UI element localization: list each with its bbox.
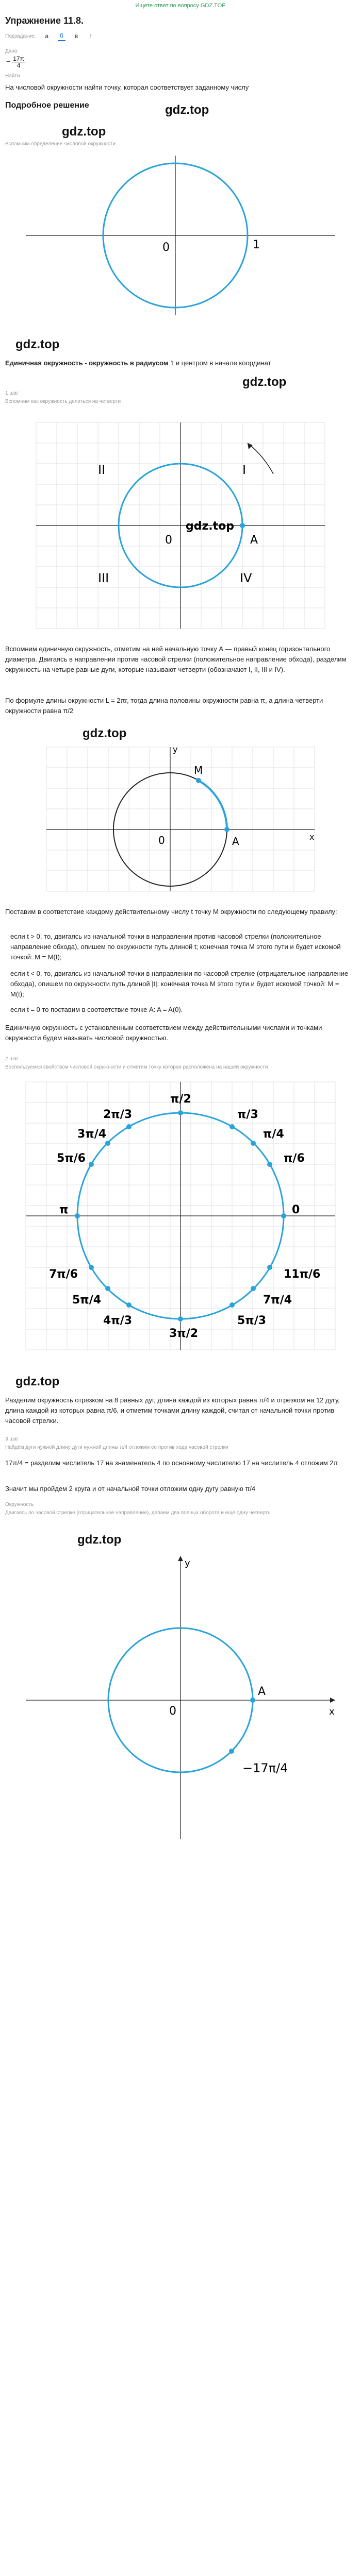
quarter-III: III [98, 571, 109, 585]
step7-label: Окружность [5, 1502, 34, 1507]
angle-label: 5π/4 [72, 1294, 102, 1307]
angle-label: 0 [292, 1204, 300, 1216]
step4-hint: Воспользуемся свойством числовой окружности и отметим точку которая расположена на нашей окружности [5, 1064, 268, 1070]
tab-b[interactable]: б [58, 31, 65, 41]
angle-label: 3π/2 [169, 1327, 199, 1340]
step6-hint: Найдём дуги нужной длину дуги нужной длины π/4 отложим ее против хода часовой стрелки [5, 1445, 228, 1450]
quarters-figure [5, 412, 356, 639]
point-a-label: A [232, 835, 239, 848]
step6-label: 3 шаг [5, 1436, 19, 1442]
axis-y-label: y [173, 744, 178, 754]
step3-text: Поставим в соответствие каждому действительному числу t точку M окружности по следующему правилу: [5, 908, 337, 916]
angles-figure [5, 1077, 356, 1355]
point-m-figure [5, 742, 356, 896]
angle-label: π [59, 1204, 69, 1216]
step1-text-bold: Единичная окружность - окружность в радиусом [5, 359, 169, 367]
step6-text2: Значит мы пройдем 2 круга и от начальной точки отложим одну дугу равную π/4 [5, 1485, 256, 1493]
tab-v[interactable]: в [74, 32, 78, 40]
one-label: 1 [253, 239, 260, 251]
task-sign: − [6, 57, 10, 65]
step7-text: Двигаясь по часовой стрелке (отрицательное направление), делаем два полных оборота и ещё одну четверть [5, 1510, 271, 1516]
quarter-IV: IV [240, 571, 252, 585]
angle-label: 2π/3 [103, 1108, 133, 1121]
step1-text-rest: 1 и центром в начале координат [168, 359, 271, 367]
origin-label: 0 [162, 241, 170, 254]
watermark: gdz.top [77, 1533, 122, 1547]
exercise-title: Упражнение 11.8. [5, 15, 84, 26]
step1-label: Вспомним определение числовой окружности [5, 141, 116, 147]
step1-text [5, 358, 356, 368]
solution-title: Подробное решение [5, 101, 89, 110]
axis-x-label: x [329, 1706, 335, 1717]
axis-y-label: y [185, 1558, 190, 1569]
step2-label: 1 шаг [5, 391, 19, 396]
angle-label: π/6 [284, 1152, 305, 1165]
step4-label: 2 шаг [5, 1056, 19, 1062]
watermark: gdz.top [15, 337, 60, 351]
top-banner[interactable]: Ищете ответ по вопросу GDZ.TOP [135, 3, 226, 9]
angle-label: 11π/6 [284, 1268, 321, 1281]
angle-label: 3π/4 [77, 1128, 107, 1141]
task-text: На числовой окружности найти точку, которая соответствует заданному числу [5, 83, 249, 91]
angle-label: 5π/3 [237, 1314, 267, 1327]
angle-label: π/3 [237, 1108, 258, 1121]
angle-label: 7π/6 [49, 1268, 78, 1281]
origin-label: 0 [165, 534, 172, 547]
rule-3: если t = 0 то поставим в соответствие точке A: A = A(0). [10, 1006, 183, 1013]
result-label: −17π/4 [242, 1761, 288, 1775]
angle-label: 5π/6 [57, 1152, 86, 1165]
origin-label: 0 [169, 1705, 176, 1718]
task-given-label: Дано [5, 48, 18, 54]
subtask-tabs [5, 31, 94, 41]
watermark: gdz.top [83, 726, 127, 740]
watermark: gdz.top [242, 375, 287, 389]
watermark: gdz.top [165, 103, 209, 117]
definition: Единичную окружность с установленным соответствием между действительными числами и точками окружности будем называть числовой окружностью. [5, 1024, 322, 1042]
tab-a[interactable]: а [45, 32, 49, 40]
watermark: gdz.top [15, 1375, 60, 1388]
axis-x-label: x [309, 832, 315, 842]
point-a-label: A [250, 534, 258, 547]
watermark: gdz.top [186, 520, 235, 533]
tabs-label: Подзадание: [5, 33, 36, 39]
unit-circle-figure [5, 150, 356, 320]
angle-label: 4π/3 [103, 1314, 133, 1327]
step5-text: Разделим окружность отрезком на 8 равных дуг, длина каждой из которых равна π/4 и отрезком на 12 дугу, длина каждой из которых равна π/6, и отметим точками длину каждой, считая от начальной точки против часовой стрелки. [5, 1396, 340, 1425]
point-m-label: M [194, 764, 203, 776]
origin-label: 0 [158, 834, 165, 846]
angle-label: π/4 [263, 1128, 284, 1141]
tab-g[interactable]: г [89, 32, 92, 40]
step2-hint: Вспомним как окружность делиться на четверти [5, 399, 121, 404]
task-fraction [6, 56, 25, 69]
step2-text2: По формуле длины окружности L = 2πr, тогда длина половины окружности равна π, а длина четверти окружности равна π/2 [5, 697, 323, 715]
step6-text: 17π/4 = разделим числитель 17 на знаменатель 4 по основному числителю 17 на числитель 4 отложим 2π [5, 1459, 338, 1467]
task-den: 4 [17, 62, 21, 69]
watermark: gdz.top [62, 125, 106, 139]
rule-1: если t > 0, то, двигаясь из начальной точки в направлении против часовой стрелки (положительное направление обхода), опишем по окружности путь длиной t; конечная точка M этого пути и будет искомой точкой: M = M(t); [10, 933, 341, 961]
angle-label: 7π/4 [263, 1294, 292, 1307]
task-find-label: Найти [5, 73, 20, 79]
angle-label: π/2 [170, 1093, 191, 1106]
task-num: 17π [13, 55, 24, 62]
quarter-II: II [98, 463, 106, 477]
step2-text: Вспомним единичную окружность, отметим на ней начальную точку А — правый конец горизонтального диаметра. Двигаясь в направлении против часовой стрелки (положительное направление обхода), разделим окружность на четыре равные дуги, которые называют четверти (обозначают I, II, III и IV). [5, 645, 347, 674]
quarter-I: I [242, 463, 247, 477]
result-figure [5, 1551, 356, 1844]
rule-2: если t < 0, то, двигаясь из начальной точки в направлении по часовой стрелке (отрицательное направление обхода), опишем по окружности путь длиной |t|; конечная точка M этого пути и будет искомой точкой: M = M(t); [10, 970, 349, 998]
point-a-label: A [258, 1685, 266, 1698]
